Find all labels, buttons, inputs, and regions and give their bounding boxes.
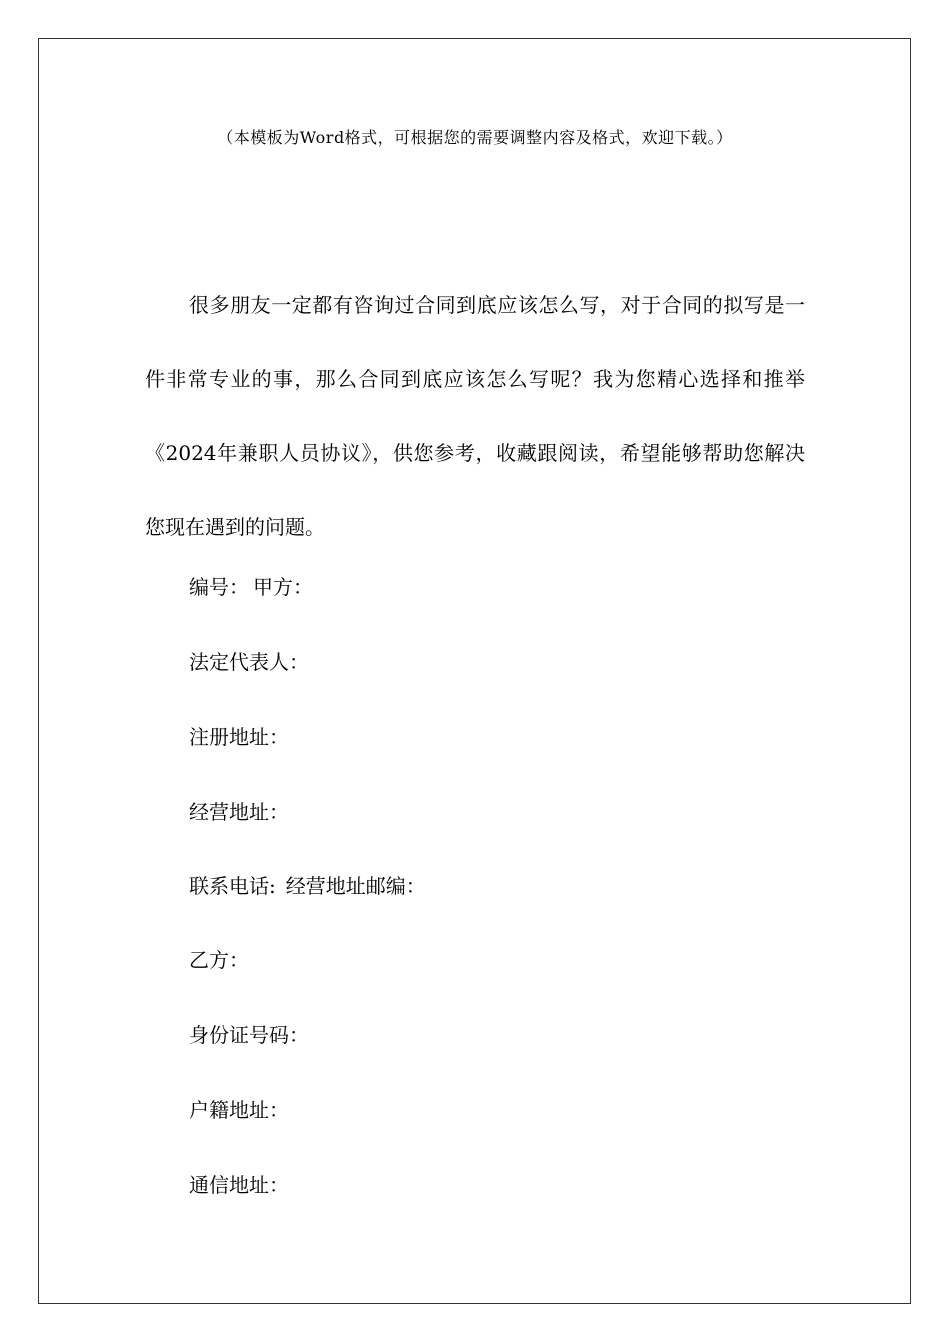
id-number-line: [189, 1021, 309, 1049]
page-border: [38, 38, 911, 1304]
business-address-line: [189, 798, 289, 826]
legal-rep-label: 法定代表人：: [189, 650, 309, 674]
party-b-line: [189, 946, 249, 974]
business-address-label: 经营地址：: [189, 800, 289, 824]
registered-address-line: [189, 723, 289, 751]
party-a-label: 甲方：: [253, 575, 313, 599]
legal-rep-line: [189, 648, 309, 676]
household-address-label: 户籍地址：: [189, 1098, 289, 1122]
mailing-address-label: 通信地址：: [189, 1173, 289, 1197]
business-postcode-label: 经营地址邮编：: [285, 874, 426, 898]
template-note: （本模板为Word格式，可根据您的需要调整内容及格式，欢迎下载。）: [217, 128, 733, 147]
household-address-line: [189, 1096, 289, 1124]
mailing-address-line: [189, 1171, 289, 1199]
id-number-label: 身份证号码：: [189, 1023, 309, 1047]
registered-address-label: 注册地址：: [189, 725, 289, 749]
number-label: 编号：: [189, 575, 249, 599]
intro-paragraph: 很多朋友一定都有咨询过合同到底应该怎么写，对于合同的拟写是一件非常专业的事，那么合同到底应该怎么写呢？我为您精心选择和推举《2024年兼职人员协议》，供您参考，收藏跟阅读，希望能够帮助您解决您现在遇到的问题。: [145, 293, 805, 539]
party-b-label: 乙方：: [189, 948, 249, 972]
number-party-a-line: [189, 573, 313, 601]
phone-label: 联系电话:: [189, 874, 276, 898]
phone-postcode-line: [189, 872, 426, 900]
